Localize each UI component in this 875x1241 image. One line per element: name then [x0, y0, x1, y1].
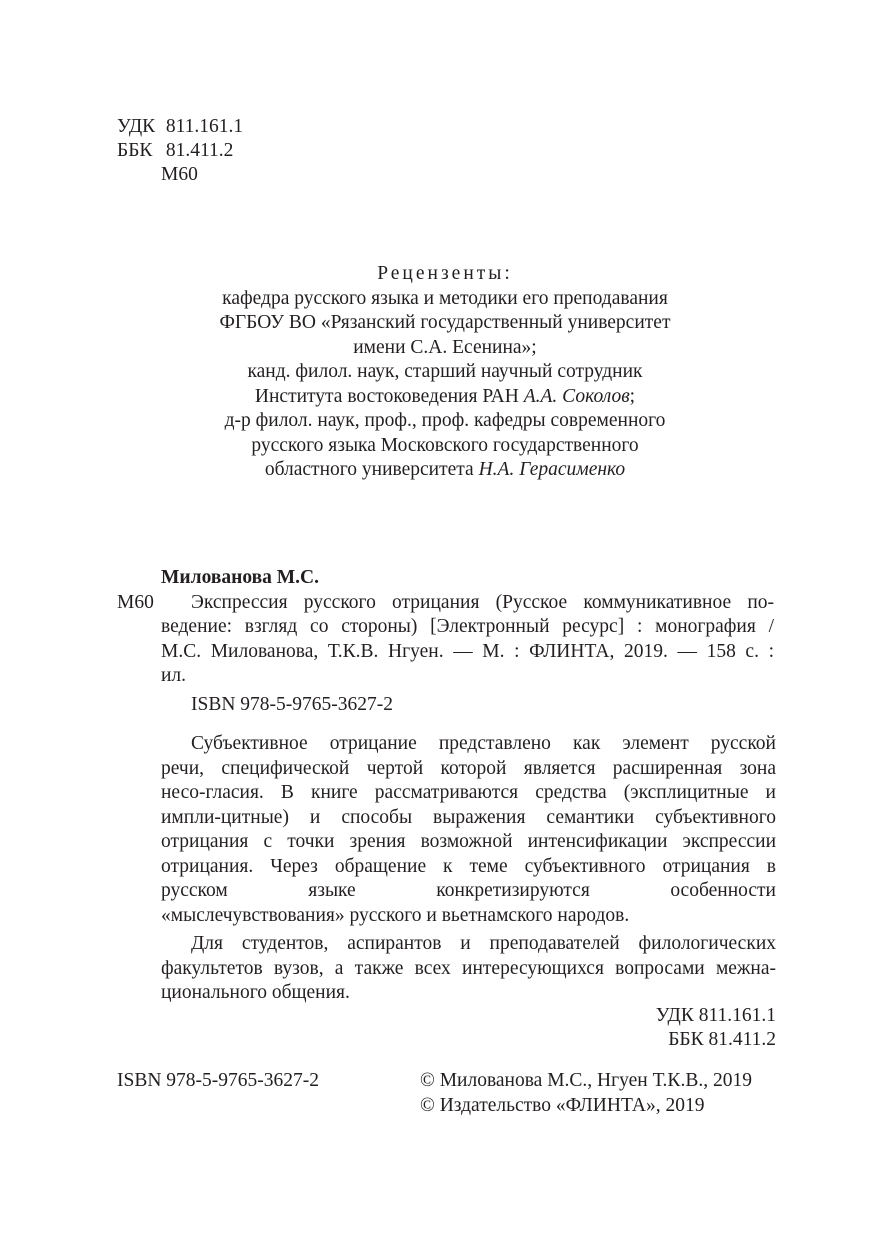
annotation-line: несо-гласия. В книге рассматриваются средства (эксплицитные и: [161, 782, 776, 803]
bbk-label: ББК: [117, 140, 153, 161]
reviewer-line: кафедра русского языка и методики его преподавания: [222, 287, 668, 309]
annotation-line: Для студентов, аспирантов и преподавателей филологических: [191, 933, 776, 954]
annotation-line: отрицания с точки зрения возможной интенсификации экспрессии: [161, 831, 776, 852]
footer-isbn: ISBN 978-5-9765-3627-2: [117, 1070, 320, 1091]
annotation-line: «мыслечувствования» русского и вьетнамского народов.: [161, 904, 630, 926]
reviewer-line: [0, 385, 875, 410]
annotation-line: ционального общения.: [161, 982, 350, 1003]
reviewer-line: имени С.А. Есенина»;: [353, 336, 537, 358]
bib-sign: М60: [117, 592, 154, 613]
reviewer-punct: ;: [629, 385, 636, 407]
bib-line: ил.: [161, 665, 187, 686]
reviewer-line: русского языка Московского государственного: [251, 434, 639, 456]
bib-line: Экспрессия русского отрицания (Русское коммуникативное по-: [191, 592, 774, 613]
bbk-line: [117, 139, 233, 164]
annotation-line: отрицания. Через обращение к теме субъективного отрицания в: [161, 855, 776, 877]
annotation-line: речи, специфической чертой которой является расширенная зона: [161, 757, 776, 779]
copyright-publisher: © Издательство «ФЛИНТА», 2019: [420, 1095, 705, 1116]
reviewer-name: Н.А. Герасименко: [478, 459, 626, 480]
reviewers-heading: Рецензенты:: [377, 263, 513, 284]
bib-author-name: Милованова М.С.: [161, 567, 320, 588]
reviewer-line: канд. филол. наук, старший научный сотрудник: [247, 361, 643, 382]
annotation-line: русском языке конкретизируются особенности: [161, 880, 776, 901]
bib-line: ведение: взгляд со стороны) [Электронный ресурс] : монография /: [161, 616, 774, 637]
reviewer-institute: Института востоковедения РАН: [254, 385, 524, 407]
annotation-line: факультетов вузов, а также всех интересующихся вопросами межна-: [161, 957, 776, 979]
bib-description: [191, 591, 774, 616]
annotation-line: импли-цитные) и способы выражения семантики субъективного: [161, 806, 776, 828]
annotation-line: Субъективное отрицание представлено как элемент русской: [191, 733, 776, 754]
reviewers-block: [0, 262, 875, 483]
annotation-paragraph-1: [161, 732, 776, 928]
udk-line: [117, 115, 243, 140]
bib-description-cont: [161, 615, 774, 689]
bottom-udk: УДК 811.161.1: [655, 1005, 776, 1026]
reviewer-name: А.А. Соколов: [523, 385, 630, 407]
reviewer-line: [0, 458, 875, 483]
bib-isbn: ISBN 978-5-9765-3627-2: [191, 694, 394, 715]
udk-label: УДК: [117, 116, 156, 137]
bib-line: М.С. Милованова, Т.К.В. Нгуен. — М. : ФЛИНТА, 2019. — 158 с. :: [161, 640, 774, 662]
bottom-bbk: ББК 81.411.2: [668, 1029, 776, 1050]
bbk-value: 81.411.2: [165, 140, 234, 161]
copyright-authors: © Милованова М.С., Нгуен Т.К.В., 2019: [420, 1070, 752, 1091]
author-sign: М60: [161, 164, 198, 185]
reviewer-university: областного университета: [264, 459, 479, 480]
reviewer-line: ФГБОУ ВО «Рязанский государственный университет: [219, 312, 671, 333]
annotation-paragraph-2: [161, 932, 776, 1006]
udk-value: 811.161.1: [165, 116, 244, 137]
reviewer-line: д-р филол. наук, проф., проф. кафедры современного: [224, 410, 666, 431]
bib-author-heading: [161, 566, 319, 591]
